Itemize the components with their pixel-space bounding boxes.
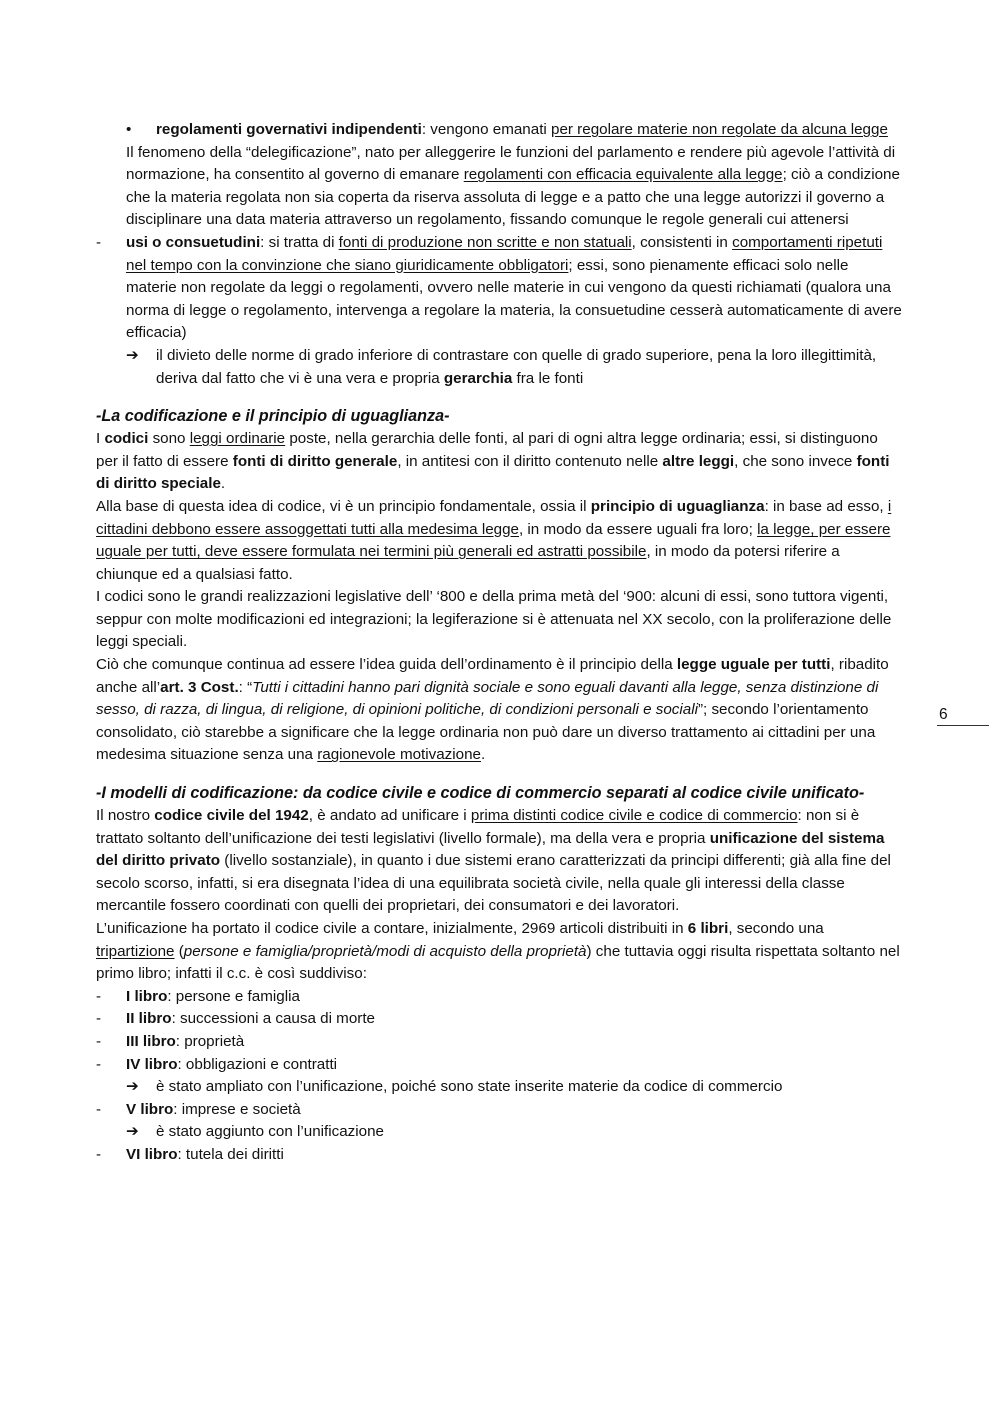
section-heading-modelli: -I modelli di codificazione: da codice civile e codice di commercio separati al codice civile unificato- bbox=[96, 784, 865, 803]
arrow-icon: ➔ bbox=[126, 1078, 139, 1096]
text-span: Il fenomeno della “delegificazione”, nato per alleggerire le funzioni del parlamento e rendere più agevole l’attività di normazione, ha consentito al governo di emanare bbox=[126, 143, 896, 184]
underlined-text: la legge, per essere uguale per tutti, deve essere formulata nei termini più generali ed astratti possibile bbox=[96, 520, 891, 561]
term-gerarchia: gerarchia bbox=[443, 369, 513, 387]
text-span: , è andato ad unificare i bbox=[308, 807, 471, 825]
bold-text: legge uguale per tutti bbox=[676, 656, 831, 674]
text-span: sono bbox=[148, 430, 190, 448]
list-item-libro-6 bbox=[96, 1144, 902, 1167]
bold-text: art. 3 Cost. bbox=[160, 678, 239, 696]
page-number bbox=[937, 706, 989, 726]
list-item-libro-1 bbox=[96, 986, 902, 1009]
libro-label: III libro bbox=[126, 1032, 176, 1050]
text-span: , in modo da essere uguali fra loro; bbox=[518, 520, 758, 538]
text-span: ( bbox=[174, 942, 184, 960]
underlined-text: comportamenti ripetuti nel tempo con la convinzione che siano giuridicamente obbligatori bbox=[126, 233, 883, 274]
underlined-text: leggi ordinarie bbox=[189, 430, 286, 448]
text-span: . bbox=[481, 746, 486, 764]
section-heading-codificazione: -La codificazione e il principio di uguaglianza- bbox=[96, 407, 450, 426]
underlined-text: tripartizione bbox=[96, 942, 175, 960]
paragraph-delegificazione bbox=[96, 142, 902, 232]
list-item-divieto bbox=[96, 345, 902, 390]
term-usi-consuetudini: usi o consuetudini bbox=[126, 233, 261, 251]
list-item-regolamenti bbox=[96, 119, 902, 142]
dash-marker: - bbox=[96, 1032, 102, 1050]
bold-text: fonti di diritto speciale bbox=[96, 452, 890, 493]
libro-text: : tutela dei diritti bbox=[177, 1145, 284, 1163]
list-item-libro-2 bbox=[96, 1008, 902, 1031]
text-span: : si tratta di bbox=[260, 233, 339, 251]
libro-label: II libro bbox=[126, 1010, 172, 1028]
text-span: , che sono invece bbox=[734, 452, 857, 470]
list-item-libro-5-note bbox=[96, 1121, 902, 1144]
paragraph-idea-guida bbox=[96, 654, 902, 767]
text-span: ) che tuttavia oggi risulta rispettata soltanto nel primo libro; infatti il c.c. è così suddiviso: bbox=[96, 942, 900, 983]
list-item-libro-4 bbox=[96, 1054, 902, 1077]
bold-text: altre leggi bbox=[662, 452, 735, 470]
paragraph-realizzazioni: I codici sono le grandi realizzazioni legislative dell’ ‘800 e della prima metà del ‘900: alcuni di essi, sono tuttora vigenti, seppur con molte modificazioni ed integrazioni; la legiferazione si è attenuata nel XX secolo, con la proliferazione delle leggi speciali. bbox=[96, 588, 892, 651]
libro-text: : obbligazioni e contratti bbox=[177, 1055, 338, 1073]
text-span: : “ bbox=[238, 678, 253, 696]
dash-marker: - bbox=[96, 233, 102, 251]
list-item-usi bbox=[96, 232, 902, 345]
dash-marker: - bbox=[96, 1145, 102, 1163]
underlined-text: ragionevole motivazione bbox=[317, 746, 481, 764]
note-text: è stato ampliato con l’unificazione, poiché sono state inserite materie da codice di commercio bbox=[156, 1078, 783, 1096]
arrow-icon: ➔ bbox=[126, 346, 139, 364]
paragraph-codici bbox=[96, 428, 902, 496]
libro-label: V libro bbox=[126, 1100, 174, 1118]
paragraph-codice-1942 bbox=[96, 805, 902, 918]
italic-quote: Tutti i cittadini hanno pari dignità sociale e sono eguali davanti alla legge, senza distinzione di sesso, di razza, di lingua, di religione, di opinioni politiche, di condizioni personali e sociali bbox=[96, 678, 879, 719]
text-span: Ciò che comunque continua ad essere l’idea guida dell’ordinamento è il principio della bbox=[96, 656, 677, 674]
bold-text: 6 libri bbox=[687, 920, 729, 937]
term-regolamenti-indipendenti: regolamenti governativi indipendenti bbox=[156, 121, 422, 138]
libro-text: : proprietà bbox=[175, 1032, 245, 1050]
text-span: , in modo da potersi riferire a chiunque ed a qualsiasi fatto. bbox=[96, 543, 840, 583]
bold-text: unificazione del sistema del diritto privato bbox=[96, 829, 885, 870]
text-span: , secondo una bbox=[728, 920, 824, 937]
text-span: ; essi, sono pienamente efficaci solo nelle materie non regolate da leggi o regolamenti, ovvero nelle materie in cui vengono da questi richiamati (qualora una norma di legge o regolamento, intervenga a regolare la materia, la consuetudine cesserà automaticamente di avere efficacia) bbox=[126, 256, 902, 342]
page-content bbox=[96, 119, 902, 1167]
list-item-libro-3 bbox=[96, 1031, 902, 1054]
text-span: L’unificazione ha portato il codice civile a contare, inizialmente, 2969 articoli distribuiti in bbox=[96, 920, 688, 937]
text-span: ”; secondo l’orientamento consolidato, ciò starebbe a significare che la legge ordinaria non può dare un diverso trattamento ai cittadini per una medesima situazione senza una bbox=[96, 701, 876, 764]
list-item-libro-5 bbox=[96, 1099, 902, 1122]
bold-text: fonti di diritto generale bbox=[232, 452, 398, 470]
bold-text: principio di uguaglianza bbox=[590, 497, 765, 515]
paragraph-unificazione bbox=[96, 918, 902, 986]
text-span: . bbox=[220, 475, 226, 493]
text-span: fra le fonti bbox=[512, 369, 584, 387]
libro-label: IV libro bbox=[126, 1055, 178, 1073]
text-span: : vengono emanati bbox=[421, 121, 552, 138]
underlined-text: i cittadini debbono essere assoggettati tutti alla medesima legge bbox=[96, 497, 892, 538]
text-span: : in base ad esso, bbox=[764, 497, 888, 515]
bold-text: codice civile del 1942 bbox=[154, 807, 309, 825]
underlined-text: fonti di produzione non scritte e non statuali bbox=[338, 233, 632, 251]
page-number-rule bbox=[937, 725, 989, 726]
page-number-text: 6 bbox=[939, 706, 948, 723]
bold-text: codici bbox=[104, 430, 149, 448]
text-span: (livello sostanziale), in quanto i due sistemi erano caratterizzati da principi differenti; già alla fine del secolo scorso, infatti, si era disegnata l’idea di una equilibrata società civile, nella quale gli interessi della classe mercantile fossero coordinati con quelli dei proprietari, dei consumatori e dei lavoratori. bbox=[96, 852, 891, 915]
dash-marker: - bbox=[96, 1055, 102, 1073]
text-span: : non si è trattato soltanto dell’unificazione dei testi legislativi (livello formale), ma della vera e propria bbox=[96, 807, 860, 847]
libro-label: I libro bbox=[126, 987, 168, 1005]
paragraph-uguaglianza bbox=[96, 496, 902, 586]
list-item-libro-4-note bbox=[96, 1076, 902, 1099]
text-span: Alla base di questa idea di codice, vi è un principio fondamentale, ossia il bbox=[96, 497, 591, 515]
arrow-icon: ➔ bbox=[126, 1123, 139, 1141]
text-span: ; ciò a condizione che la materia regolata non sia coperta da riserva assoluta di legge e a patto che una legge autorizzi il governo a disciplinare una data materia attraverso un regolamento, fissando comunque le regole generali cui attenersi bbox=[126, 166, 900, 229]
underlined-text: per regolare materie non regolate da alcuna legge bbox=[551, 121, 888, 138]
bullet-marker: • bbox=[126, 121, 132, 138]
dash-marker: - bbox=[96, 1100, 102, 1118]
italic-text: persone e famiglia/proprietà/modi di acquisto della proprietà bbox=[183, 942, 587, 960]
libro-text: : successioni a causa di morte bbox=[171, 1010, 375, 1028]
text-span: I bbox=[96, 430, 105, 448]
text-span: Il nostro bbox=[96, 807, 155, 825]
dash-marker: - bbox=[96, 1010, 102, 1028]
libro-text: : imprese e società bbox=[173, 1100, 301, 1118]
note-text: è stato aggiunto con l’unificazione bbox=[156, 1123, 384, 1141]
text-span: , in antitesi con il diritto contenuto nelle bbox=[397, 452, 663, 470]
text-span: il divieto delle norme di grado inferiore di contrastare con quelle di grado superiore, pena la loro illegittimità, deriva dal fatto che vi è una vera e propria bbox=[156, 346, 877, 387]
dash-marker: - bbox=[96, 987, 102, 1005]
underlined-text: prima distinti codice civile e codice di commercio bbox=[470, 807, 798, 825]
libro-label: VI libro bbox=[126, 1145, 178, 1163]
text-span: , consistenti in bbox=[631, 233, 733, 251]
libro-text: : persone e famiglia bbox=[167, 987, 300, 1005]
text-span: poste, nella gerarchia delle fonti, al pari di ogni altra legge ordinaria; essi, si distinguono per il fatto di essere bbox=[96, 430, 878, 470]
underlined-text: regolamenti con efficacia equivalente alla legge bbox=[463, 166, 783, 184]
text-span: , ribadito anche all’ bbox=[96, 656, 889, 696]
